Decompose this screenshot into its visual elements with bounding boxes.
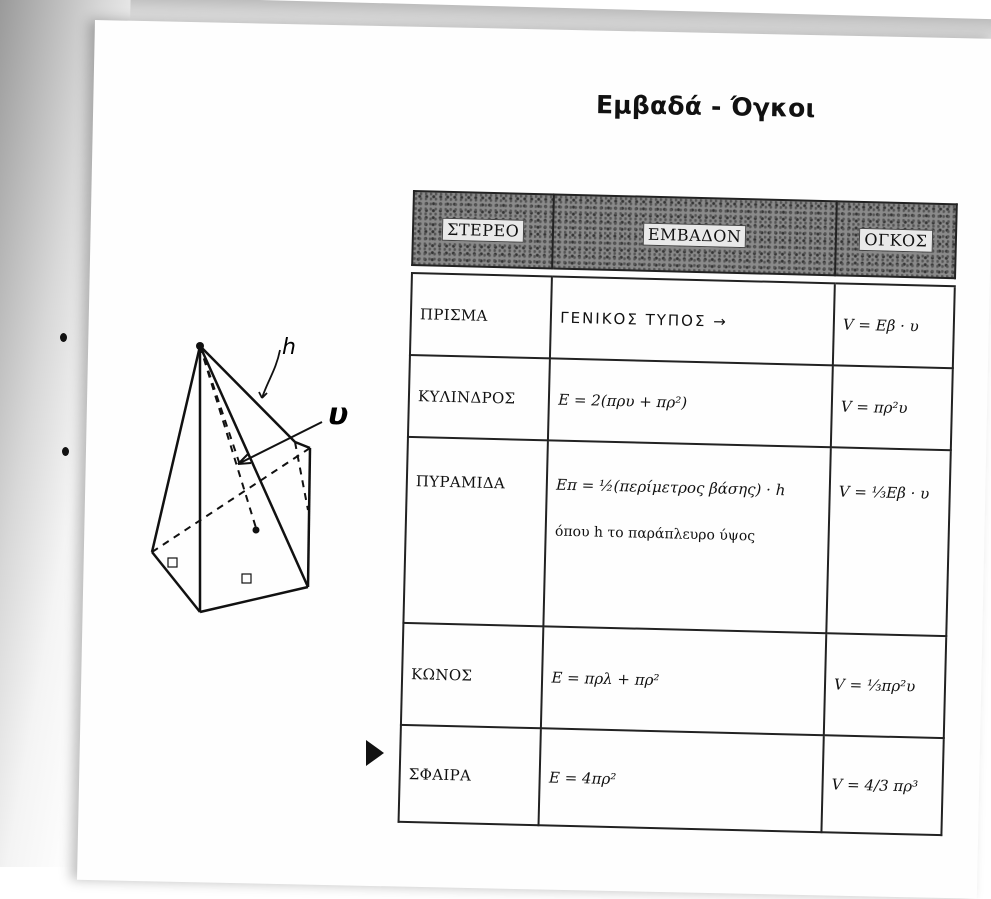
row-area: Eπ = ½(περίμετρος βάσης) · h xyxy=(555,475,786,500)
row-name: ΚΥΛΙΝΔΡΟΣ xyxy=(408,355,550,440)
row-volume: V = πρ²υ xyxy=(831,365,953,450)
table-header-row xyxy=(412,191,957,278)
row-area: E = πρλ + πρ² xyxy=(541,626,826,735)
row-area-cell xyxy=(544,440,831,633)
row-volume: V = ⅓πρ²υ xyxy=(824,633,946,738)
row-name: ΣΦΑΙΡΑ xyxy=(399,725,542,825)
row-name: ΠΡΙΣΜΑ xyxy=(410,273,552,358)
pyramid-drawing xyxy=(140,330,380,630)
row-area: E = 4πρ² xyxy=(539,728,824,832)
header-solid: ΣΤΕΡΕΟ xyxy=(412,191,554,268)
row-name: ΚΩΝΟΣ xyxy=(401,623,544,728)
table-row xyxy=(403,437,950,636)
formula-table xyxy=(398,190,958,836)
row-area: ΓΕΝΙΚΟΣ ΤΥΠΟΣ → xyxy=(550,276,835,365)
header-volume: ΟΓΚΟΣ xyxy=(835,201,957,278)
table-row xyxy=(410,273,955,368)
bullet-dot xyxy=(60,333,67,342)
row-volume: V = Eβ · υ xyxy=(833,283,955,368)
base-center-point xyxy=(253,527,260,534)
arrow-mark-icon xyxy=(366,740,384,766)
table-row xyxy=(401,623,946,738)
table-row xyxy=(408,355,953,450)
pyramid-figure xyxy=(140,330,380,630)
height-label: h xyxy=(282,335,296,360)
row-volume: V = ⅓Eβ · υ xyxy=(826,447,951,636)
table-row xyxy=(399,725,944,835)
page-title: Εμβαδά - Όγκοι xyxy=(595,90,816,123)
slant-label: υ xyxy=(328,397,349,432)
apex-point xyxy=(196,342,204,350)
row-area: E = 2(πρυ + πρ²) xyxy=(548,358,833,447)
formula-table-container xyxy=(398,190,973,823)
row-name: ΠΥΡΑΜΙΔΑ xyxy=(403,437,548,626)
header-area: ΕΜΒΑΔΟΝ xyxy=(552,194,836,275)
row-area-note: όπου h το παράπλευρο ύψος xyxy=(554,523,756,545)
bullet-dot xyxy=(62,447,69,456)
row-volume: V = 4/3 πρ³ xyxy=(821,735,943,835)
